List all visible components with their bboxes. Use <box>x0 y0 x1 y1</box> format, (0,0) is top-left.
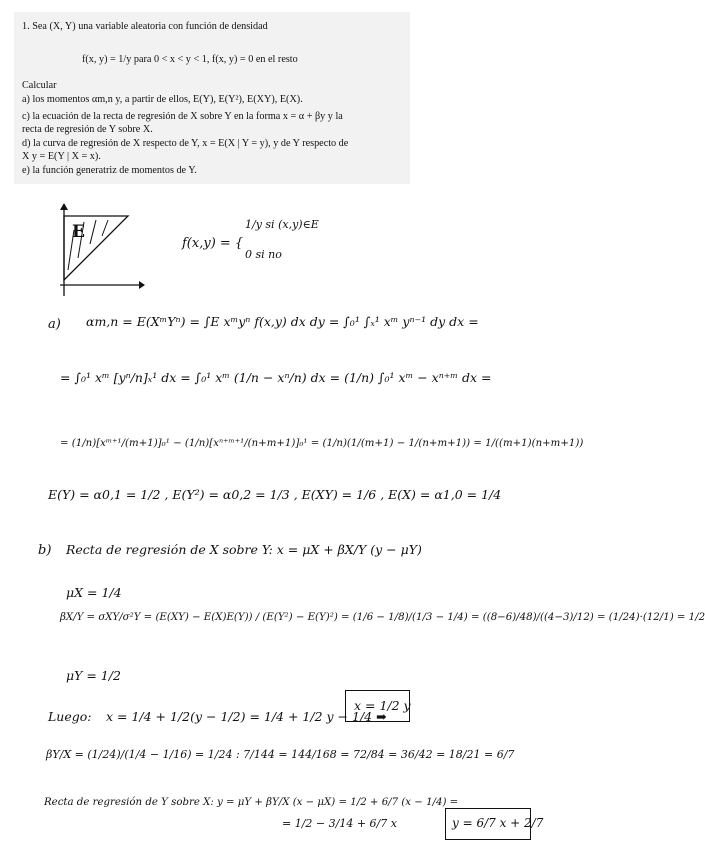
mean-y: μY = 1/2 <box>66 668 121 683</box>
regression-y-on-x-cont: = 1/2 − 3/14 + 6/7 x <box>282 817 397 830</box>
statement-calcular: Calcular <box>22 80 57 91</box>
density-definition: f(x,y) = { <box>182 236 244 251</box>
region-sketch <box>38 200 148 300</box>
density-formula: f(x, y) = 1/y para 0 < x < y < 1, f(x, y) = 0 en el resto <box>82 54 298 65</box>
luego-equation: x = 1/4 + 1/2(y − 1/2) = 1/4 + 1/2 y − 1/4 ➡ <box>106 709 387 724</box>
statement-part-d-cont: X y = E(Y | X = x). <box>22 151 101 162</box>
y-axis-arrow <box>60 203 68 210</box>
part-a-label: a) <box>48 317 61 332</box>
region-label: E <box>72 222 85 242</box>
result-x-on-y: x = 1/2 y <box>354 698 411 713</box>
expectations-line: E(Y) = α0,1 = 1/2 , E(Y²) = α0,2 = 1/3 , E(XY) = 1/6 , E(X) = α1,0 = 1/4 <box>48 487 502 502</box>
mean-x: μX = 1/4 <box>66 585 122 600</box>
regression-y-on-x: Recta de regresión de Y sobre X: y = μY + βY/X (x − μX) = 1/2 + 6/7 (x − 1/4) = <box>44 797 459 808</box>
part-a-line-2: = ∫₀¹ xᵐ [yⁿ/n]ₓ¹ dx = ∫₀¹ xᵐ (1/n − xⁿ/n) dx = (1/n) ∫₀¹ xᵐ − xⁿ⁺ᵐ dx = <box>60 370 492 385</box>
problem-statement <box>14 12 410 184</box>
part-a-line-3: = (1/n)[xᵐ⁺¹/(m+1)]₀¹ − (1/n)[xⁿ⁺ᵐ⁺¹/(n+m+1)]₀¹ = (1/n)(1/(m+1) − 1/(n+m+1)) = 1/((m+1)(n+m+1)) <box>60 438 584 449</box>
statement-part-d: d) la curva de regresión de X respecto de Y, x = E(X | Y = y), y de Y respecto de <box>22 138 349 149</box>
statement-part-c-cont: recta de regresión de Y sobre X. <box>22 124 153 135</box>
statement-part-c: c) la ecuación de la recta de regresión de X sobre Y en la forma x = α + βy y la <box>22 111 343 122</box>
result-box-2 <box>445 808 544 840</box>
statement-part-e: e) la función generatriz de momentos de Y. <box>22 165 197 176</box>
statement-line-1: 1. Sea (X, Y) una variable aleatoria con función de densidad <box>22 21 268 32</box>
statement-part-a: a) los momentos αm,n y, a partir de ellos, E(Y), E(Y²), E(XY), E(X). <box>22 94 303 105</box>
density-case-1: 1/y si (x,y)∈E <box>245 218 319 231</box>
luego-label: Luego: <box>48 709 92 724</box>
beta-x-on-y: βX/Y = σXY/σ²Y = (E(XY) − E(X)E(Y)) / (E(Y²) − E(Y)²) = (1/6 − 1/8)/(1/3 − 1/4) = ((8−6)/48)/((4−3)/12) = (1/24)·(12/1) = 1/2 <box>60 612 705 623</box>
result-y-on-x: y = 6/7 x + 2/7 <box>452 816 544 830</box>
part-b-title: Recta de regresión de X sobre Y: x = μX + βX/Y (y − μY) <box>66 542 422 557</box>
part-b-label: b) <box>38 543 52 558</box>
x-axis-arrow <box>139 281 145 289</box>
result-box-1 <box>345 690 410 722</box>
beta-y-on-x: βY/X = (1/24)/(1/4 − 1/16) = 1/24 : 7/144 = 144/168 = 72/84 = 36/42 = 18/21 = 6/7 <box>46 748 515 761</box>
density-case-2: 0 si no <box>245 248 282 261</box>
part-a-line-1: αm,n = E(XᵐYⁿ) = ∫E xᵐyⁿ f(x,y) dx dy = ∫₀¹ ∫ₓ¹ xᵐ yⁿ⁻¹ dy dx = <box>86 314 479 329</box>
